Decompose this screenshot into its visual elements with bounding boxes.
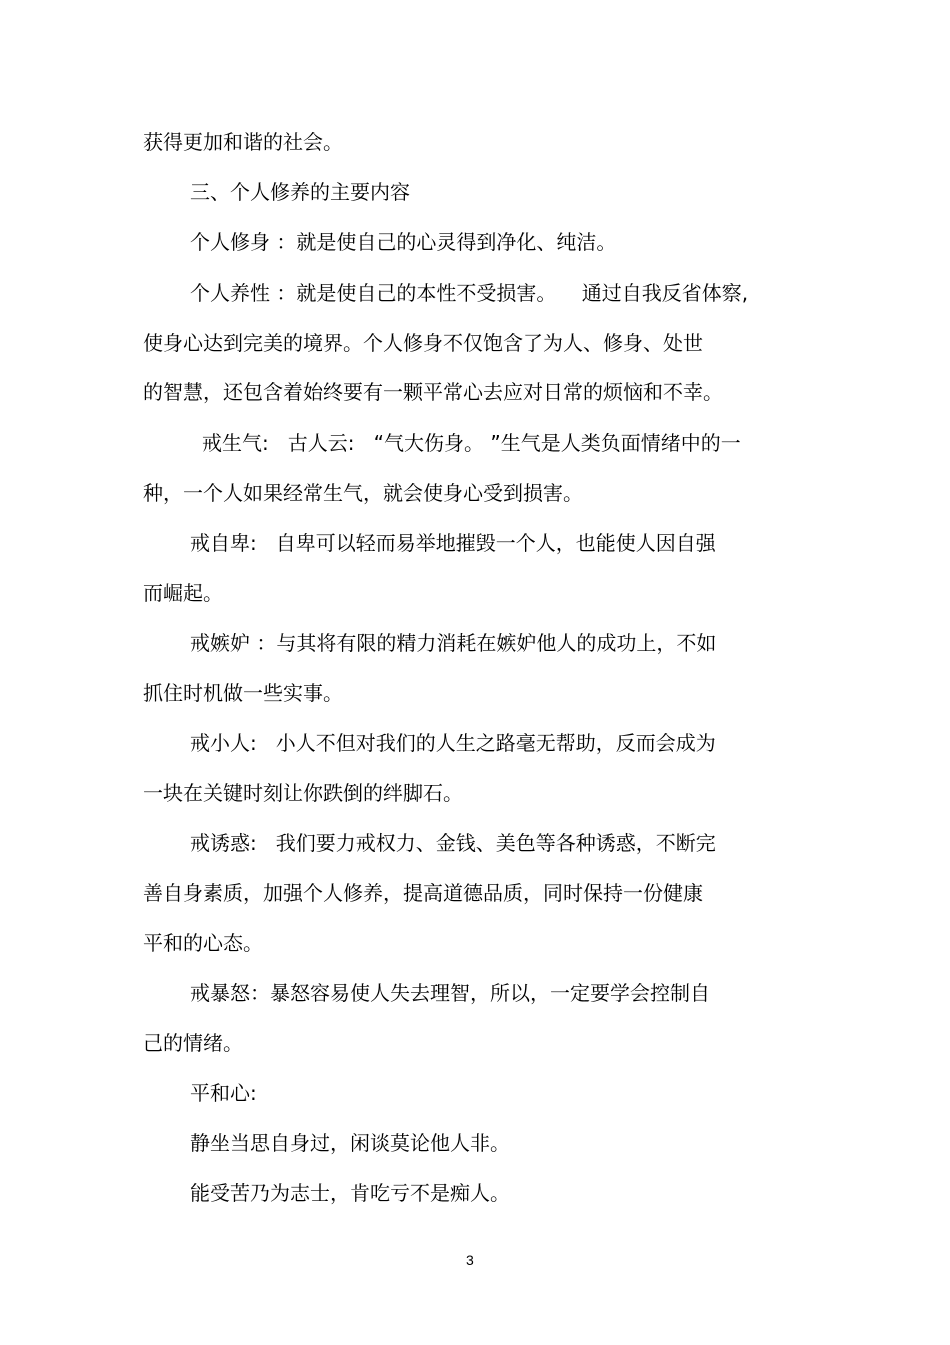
text-line: 使身心达到完美的境界。个人修身不仅饱含了为人、修身、处世	[143, 331, 703, 355]
text-line: 静坐当思自身过，闲谈莫论他人非。	[190, 1131, 510, 1155]
text-line: 己的情绪。	[143, 1031, 243, 1055]
text-line: 抓住时机做一些实事。	[143, 681, 343, 705]
text-line: 个人修身 ：就是使自己的心灵得到净化、纯洁。	[190, 230, 617, 254]
text-line: 的智慧，还包含着始终要有一颗平常心去应对日常的烦恼和不幸。	[143, 380, 723, 404]
text-line: 获得更加和谐的社会。	[143, 130, 343, 154]
text-line: 而崛起。	[143, 581, 223, 605]
text-line: 戒小人: 小人不但对我们的人生之路毫无帮助，反而会成为	[190, 731, 716, 755]
text-line: 平和心:	[190, 1081, 257, 1105]
text-line: 一块在关键时刻让你跌倒的绊脚石。	[143, 781, 463, 805]
text-line: 戒诱惑: 我们要力戒权力、金钱、美色等各种诱惑，不断完	[190, 831, 716, 855]
text-line: 个人养性 ：就是使自己的本性不受损害。 通过自我反省体察,	[190, 281, 749, 305]
section-heading: 三、个人修养的主要内容	[190, 180, 410, 204]
text-line: 善自身素质，加强个人修养，提高道德品质，同时保持一份健康	[143, 881, 703, 905]
page-number: 3	[466, 1252, 474, 1268]
text-line: 戒生气: 古人云: “气大伤身。 ”生气是人类负面情绪中的一	[202, 431, 741, 455]
text-line: 戒嫉妒 ：与其将有限的精力消耗在嫉妒他人的成功上，不如	[190, 631, 717, 655]
text-line: 种，一个人如果经常生气，就会使身心受到损害。	[143, 481, 583, 505]
text-line: 戒自卑: 自卑可以轻而易举地摧毁一个人，也能使人因自强	[190, 531, 716, 555]
text-line: 平和的心态。	[143, 931, 263, 955]
text-line: 戒暴怒：暴怒容易使人失去理智，所以，一定要学会控制自	[190, 981, 710, 1005]
text-line: 能受苦乃为志士，肯吃亏不是痴人。	[190, 1181, 510, 1205]
